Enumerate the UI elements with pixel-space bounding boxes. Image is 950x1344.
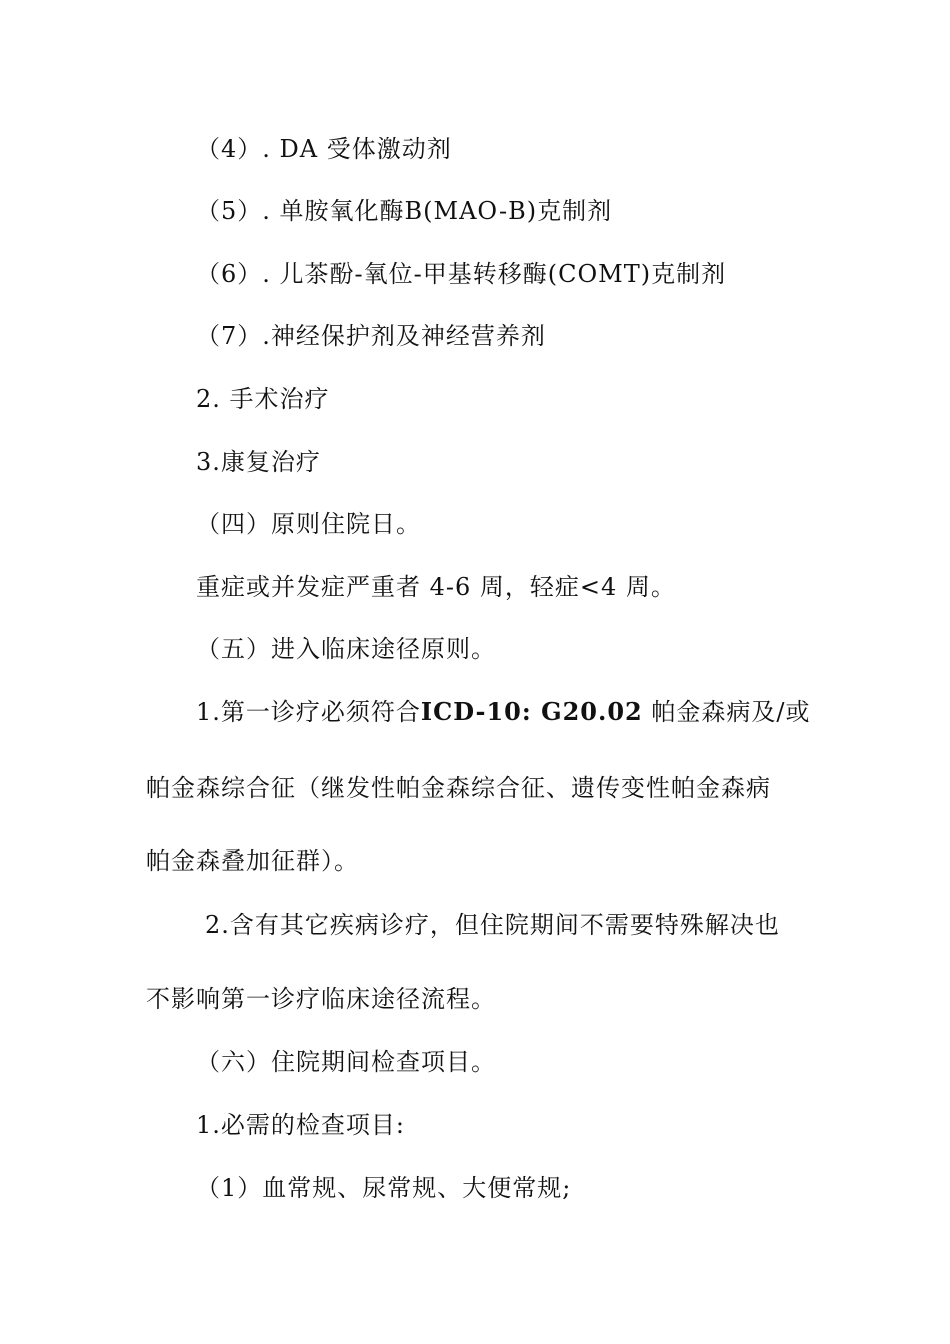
list-item-comt-inhibitor: （6）. 儿茶酚-氧位-甲基转移酶(COMT)克制剂 [196, 260, 727, 288]
criteria-paragraph-1-line-3: 帕金森叠加征群）。 [146, 847, 359, 875]
examination-item-1: （1）血常规、尿常规、大便常规; [196, 1174, 572, 1202]
criteria-paragraph-1-line-1 [196, 696, 810, 728]
hospital-days-text: 重症或并发症严重者 4-6 周，轻症<4 周。 [196, 573, 676, 601]
list-item-neuroprotective: （7）.神经保护剂及神经营养剂 [196, 322, 546, 350]
criteria-paragraph-2-line-2: 不影响第一诊疗临床途径流程。 [146, 985, 496, 1013]
criteria-1-suffix: 帕金森病及/或 [651, 698, 811, 726]
criteria-paragraph-1-line-2: 帕金森综合征（继发性帕金森综合征、遗传变性帕金森病 [146, 774, 771, 802]
section-heading-examinations: （六）住院期间检查项目。 [196, 1048, 496, 1076]
rehab-treatment: 3.康复治疗 [196, 448, 321, 476]
list-item-da-agonist: （4）. DA 受体激动剂 [196, 135, 452, 163]
surgery-treatment: 2. 手术治疗 [196, 385, 330, 413]
criteria-paragraph-2-line-1: 2.含有其它疾病诊疗，但住院期间不需要特殊解决也 [205, 911, 780, 939]
required-examinations-heading: 1.必需的检查项目: [196, 1111, 405, 1139]
criteria-1-prefix: 1.第一诊疗必须符合 [196, 698, 421, 726]
section-heading-hospital-days: （四）原则住院日。 [196, 510, 421, 538]
icd-code: ICD-10: G20.02 [420, 697, 643, 726]
list-item-mao-b-inhibitor: （5）. 单胺氧化酶B(MAO-B)克制剂 [196, 197, 613, 225]
section-heading-pathway-criteria: （五）进入临床途径原则。 [196, 635, 496, 663]
